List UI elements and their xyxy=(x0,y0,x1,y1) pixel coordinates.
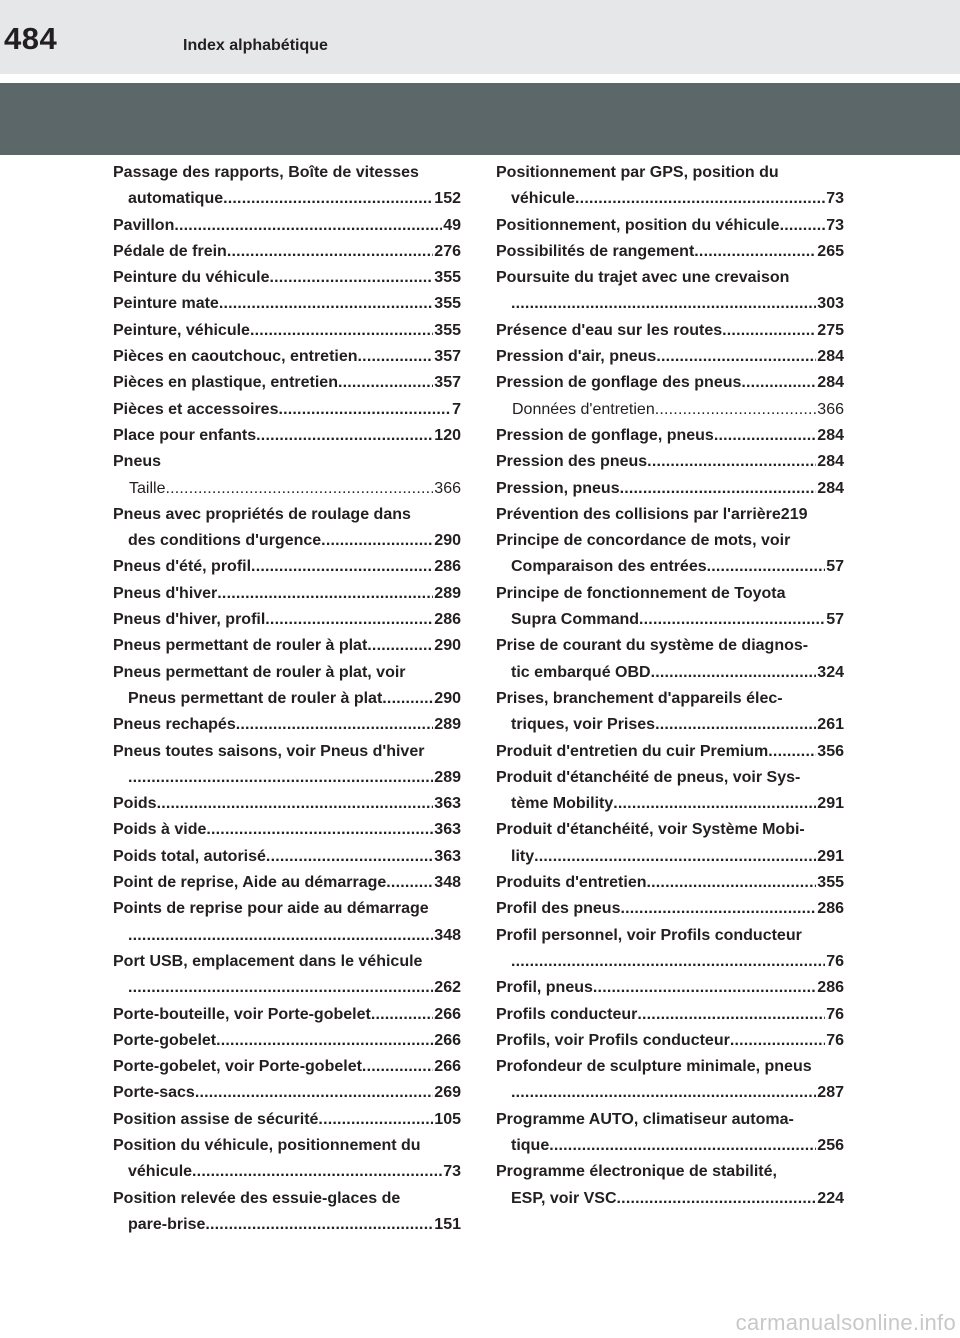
index-entry xyxy=(496,1054,844,1080)
page-reference: 73 xyxy=(826,216,844,234)
index-entry xyxy=(496,423,844,449)
index-entry xyxy=(496,765,844,791)
index-entry xyxy=(113,397,461,423)
page-reference: 366 xyxy=(817,400,844,418)
entry-text: Profondeur de sculpture minimale, pneus xyxy=(496,1058,812,1076)
index-entry xyxy=(496,739,844,765)
index-column-right xyxy=(496,160,844,1212)
index-entry xyxy=(496,528,844,554)
page-reference: 284 xyxy=(817,453,844,471)
page-reference: 291 xyxy=(817,847,844,865)
dot-leader xyxy=(362,1054,433,1080)
entry-text: Pneus avec propriétés de roulage dans xyxy=(113,505,411,523)
page-reference: 286 xyxy=(817,900,844,918)
dot-leader xyxy=(371,1002,433,1028)
dot-leader xyxy=(195,1080,433,1106)
page-reference: 262 xyxy=(434,979,461,997)
index-entry xyxy=(113,686,461,712)
dot-leader xyxy=(620,896,816,922)
entry-text: Produits d'entretien xyxy=(496,874,647,892)
dot-leader xyxy=(216,1028,433,1054)
entry-text: véhicule xyxy=(511,190,576,208)
dot-leader xyxy=(321,528,433,554)
page-reference: 287 xyxy=(817,1084,844,1102)
index-entry xyxy=(113,1159,461,1185)
index-entry xyxy=(113,712,461,738)
dot-leader xyxy=(575,186,825,212)
entry-text: Profil des pneus xyxy=(496,900,621,918)
entry-text: Prévention des collisions par l'arrière219 xyxy=(496,505,808,523)
index-entry xyxy=(113,239,461,265)
entry-text: Supra Command xyxy=(511,611,640,629)
index-entry xyxy=(496,923,844,949)
dot-leader xyxy=(651,660,817,686)
entry-text: Pneus d'hiver, profil xyxy=(113,611,266,629)
page-reference: 269 xyxy=(434,1084,461,1102)
entry-text: lity xyxy=(511,847,535,865)
index-entry xyxy=(496,581,844,607)
entry-text: ESP, voir VSC xyxy=(511,1189,617,1207)
entry-text: pare-brise xyxy=(128,1215,206,1233)
dot-leader xyxy=(707,554,826,580)
entry-text: Produit d'étanchéité, voir Système Mobi- xyxy=(496,821,805,839)
page-reference: 73 xyxy=(826,190,844,208)
dot-leader xyxy=(637,1002,825,1028)
index-entry xyxy=(113,844,461,870)
dot-leader xyxy=(741,370,816,396)
index-entry xyxy=(113,160,461,186)
entry-text: Pneus d'été, profil xyxy=(113,558,252,576)
index-entry xyxy=(496,633,844,659)
page-reference: 284 xyxy=(817,426,844,444)
index-entry xyxy=(496,1159,844,1185)
entry-text: Profils conducteur xyxy=(496,1005,638,1023)
page-reference: 256 xyxy=(817,1136,844,1154)
dot-leader xyxy=(620,476,817,502)
entry-text: Pièces en caoutchouc, entretien xyxy=(113,348,358,366)
dot-leader xyxy=(382,686,433,712)
index-column-left xyxy=(113,160,461,1238)
dot-leader xyxy=(694,239,816,265)
index-entry xyxy=(113,581,461,607)
dot-leader xyxy=(265,607,433,633)
dot-leader xyxy=(730,1028,825,1054)
index-entry xyxy=(496,1080,844,1106)
index-entry xyxy=(496,949,844,975)
entry-text: véhicule xyxy=(128,1163,193,1181)
page-reference: 266 xyxy=(434,1031,461,1049)
dot-leader xyxy=(128,923,433,949)
page-reference: 76 xyxy=(826,1005,844,1023)
dot-leader xyxy=(768,739,816,765)
dot-leader xyxy=(646,870,816,896)
page-header-bar xyxy=(0,0,960,74)
index-entry xyxy=(113,1212,461,1238)
dot-leader xyxy=(549,1133,816,1159)
entry-text: Poids à vide xyxy=(113,821,207,839)
page-reference: 276 xyxy=(434,242,461,260)
entry-text: Pneus permettant de rouler à plat xyxy=(128,689,383,707)
page-reference: 291 xyxy=(817,795,844,813)
index-entry xyxy=(113,1186,461,1212)
entry-text: Données d'entretien xyxy=(512,400,655,418)
dot-leader xyxy=(318,1107,433,1133)
entry-text: Pression, pneus xyxy=(496,479,620,497)
dot-leader xyxy=(647,449,816,475)
dot-leader xyxy=(269,265,433,291)
entry-text: tème Mobility xyxy=(511,795,614,813)
entry-text: Prise de courant du système de diagnos- xyxy=(496,637,809,655)
index-entry xyxy=(496,844,844,870)
entry-text: Position assise de sécurité xyxy=(113,1110,319,1128)
entry-text: Porte-gobelet, voir Porte-gobelet xyxy=(113,1058,362,1076)
entry-text: Programme AUTO, climatiseur automa- xyxy=(496,1110,794,1128)
page-reference: 355 xyxy=(434,269,461,287)
dot-leader xyxy=(219,291,433,317)
page-reference: 289 xyxy=(434,716,461,734)
entry-text: Place pour enfants xyxy=(113,426,257,444)
dot-leader xyxy=(613,791,816,817)
index-entry xyxy=(496,791,844,817)
entry-text: Position du véhicule, positionnement du xyxy=(113,1136,421,1154)
index-entry xyxy=(496,213,844,239)
page-reference: 76 xyxy=(826,1031,844,1049)
page-reference: 76 xyxy=(826,952,844,970)
page-reference: 348 xyxy=(434,926,461,944)
entry-text: Taille xyxy=(129,479,166,497)
entry-text: Positionnement, position du véhicule xyxy=(496,216,780,234)
index-entry xyxy=(496,265,844,291)
index-entry xyxy=(113,739,461,765)
dot-leader xyxy=(511,1080,816,1106)
index-entry xyxy=(496,476,844,502)
dot-leader xyxy=(534,844,816,870)
index-subentry xyxy=(113,476,461,502)
entry-text: Prises, branchement d'appareils élec- xyxy=(496,689,783,707)
index-entry xyxy=(496,449,844,475)
index-entry xyxy=(113,554,461,580)
entry-text: Peinture mate xyxy=(113,295,219,313)
page-number: 484 xyxy=(4,21,58,56)
dot-leader xyxy=(639,607,825,633)
dot-leader xyxy=(386,870,433,896)
page-reference: 324 xyxy=(817,663,844,681)
entry-text: des conditions d'urgence xyxy=(128,532,322,550)
entry-text: Passage des rapports, Boîte de vitesses xyxy=(113,164,419,181)
page-reference: 120 xyxy=(434,426,461,444)
dot-leader xyxy=(192,1159,442,1185)
index-entry xyxy=(113,291,461,317)
index-entry xyxy=(496,239,844,265)
entry-text: Poursuite du trajet avec une crevaison xyxy=(496,269,790,287)
index-entry xyxy=(113,344,461,370)
page-reference: 57 xyxy=(826,611,844,629)
index-entry xyxy=(113,817,461,843)
dot-leader xyxy=(511,949,825,975)
index-entry xyxy=(496,186,844,212)
dot-leader xyxy=(367,633,433,659)
page-reference: 284 xyxy=(817,348,844,366)
index-entry xyxy=(113,765,461,791)
entry-text: Point de reprise, Aide au démarrage xyxy=(113,874,387,892)
page-reference: 363 xyxy=(434,847,461,865)
index-entry xyxy=(113,423,461,449)
dot-leader xyxy=(236,712,434,738)
dot-leader xyxy=(174,213,442,239)
index-entry xyxy=(496,1133,844,1159)
page-reference: 356 xyxy=(817,742,844,760)
index-entry xyxy=(113,896,461,922)
index-entry xyxy=(113,949,461,975)
entry-text: Profil personnel, voir Profils conducteur xyxy=(496,926,802,944)
dot-leader xyxy=(266,844,433,870)
index-entry xyxy=(113,1028,461,1054)
page-reference: 7 xyxy=(452,400,461,418)
entry-text: Produit d'entretien du cuir Premium xyxy=(496,742,769,760)
index-entry xyxy=(113,370,461,396)
entry-text: Pression d'air, pneus xyxy=(496,348,657,366)
page-reference: 286 xyxy=(817,979,844,997)
page-reference: 284 xyxy=(817,374,844,392)
index-entry xyxy=(496,554,844,580)
page-reference: 290 xyxy=(434,637,461,655)
index-entry xyxy=(113,528,461,554)
index-entry xyxy=(496,1186,844,1212)
page-reference: 284 xyxy=(817,479,844,497)
index-entry xyxy=(113,1107,461,1133)
index-entry xyxy=(113,975,461,1001)
page-reference: 286 xyxy=(434,558,461,576)
index-entry xyxy=(113,607,461,633)
page-reference: 348 xyxy=(434,874,461,892)
dot-leader xyxy=(256,423,433,449)
index-entry xyxy=(113,660,461,686)
index-entry xyxy=(496,817,844,843)
page-reference: 290 xyxy=(434,532,461,550)
page-reference: 151 xyxy=(434,1215,461,1233)
dot-leader xyxy=(780,213,826,239)
dot-leader xyxy=(655,712,816,738)
entry-text: Présence d'eau sur les routes xyxy=(496,321,723,339)
page-reference: 73 xyxy=(443,1163,461,1181)
index-entry xyxy=(113,1054,461,1080)
dot-leader xyxy=(511,291,816,317)
index-entry xyxy=(113,923,461,949)
entry-text: Peinture, véhicule xyxy=(113,321,250,339)
dot-leader xyxy=(206,817,433,843)
page-reference: 265 xyxy=(817,242,844,260)
entry-text: Pression de gonflage des pneus xyxy=(496,374,742,392)
entry-text: Poids total, autorisé xyxy=(113,847,266,865)
entry-text: Programme électronique de stabilité, xyxy=(496,1163,777,1181)
entry-text: Profil, pneus xyxy=(496,979,593,997)
page-reference: 57 xyxy=(826,558,844,576)
index-entry xyxy=(496,896,844,922)
index-entry xyxy=(113,449,461,475)
page-title: Index alphabétique xyxy=(183,37,328,54)
page-reference: 363 xyxy=(434,821,461,839)
index-subentry xyxy=(496,397,844,423)
entry-text: Points de reprise pour aide au démarrage xyxy=(113,900,429,918)
page-reference: 289 xyxy=(434,584,461,602)
page-reference: 266 xyxy=(434,1005,461,1023)
index-entry xyxy=(496,344,844,370)
entry-text: tic embarqué OBD xyxy=(511,663,651,681)
entry-text: Profils, voir Profils conducteur xyxy=(496,1031,730,1049)
dot-leader xyxy=(251,554,433,580)
entry-text: Pression des pneus xyxy=(496,453,648,471)
dot-leader xyxy=(714,423,816,449)
dot-leader xyxy=(227,239,433,265)
index-entry xyxy=(496,1002,844,1028)
entry-text: Pression de gonflage, pneus xyxy=(496,426,714,444)
entry-text: Porte-gobelet xyxy=(113,1031,217,1049)
index-entry xyxy=(496,686,844,712)
page-reference: 275 xyxy=(817,321,844,339)
section-band xyxy=(0,83,960,155)
page-reference: 152 xyxy=(434,190,461,208)
dot-leader xyxy=(128,975,433,1001)
entry-text: Porte-sacs xyxy=(113,1084,195,1102)
page-reference: 355 xyxy=(434,321,461,339)
page-reference: 357 xyxy=(434,374,461,392)
entry-text: Pneus d'hiver xyxy=(113,584,218,602)
dot-leader xyxy=(278,397,451,423)
entry-text: Pneus xyxy=(113,453,162,471)
dot-leader xyxy=(157,791,434,817)
index-entry xyxy=(496,1028,844,1054)
index-entry xyxy=(113,318,461,344)
entry-text: Positionnement par GPS, position du xyxy=(496,164,779,181)
entry-text: Pavillon xyxy=(113,216,175,234)
dot-leader xyxy=(722,318,816,344)
dot-leader xyxy=(128,765,433,791)
page-reference: 366 xyxy=(434,479,461,497)
page-reference: 289 xyxy=(434,768,461,786)
entry-text: Possibilités de rangement xyxy=(496,242,695,260)
index-entry xyxy=(496,712,844,738)
page-reference: 355 xyxy=(817,874,844,892)
dot-leader xyxy=(593,975,816,1001)
dot-leader xyxy=(617,1186,817,1212)
entry-text: Port USB, emplacement dans le véhicule xyxy=(113,952,423,970)
entry-text: Principe de concordance de mots, voir xyxy=(496,532,791,550)
index-entry xyxy=(113,186,461,212)
entry-text: Pneus permettant de rouler à plat xyxy=(113,637,368,655)
entry-text: tique xyxy=(511,1136,550,1154)
dot-leader xyxy=(205,1212,433,1238)
entry-text: Pédale de frein xyxy=(113,242,227,260)
entry-text: Peinture du véhicule xyxy=(113,269,270,287)
entry-text: Principe de fonctionnement de Toyota xyxy=(496,584,786,602)
entry-text: Produit d'étanchéité de pneus, voir Sys- xyxy=(496,768,801,786)
page-reference: 224 xyxy=(817,1189,844,1207)
index-entry xyxy=(496,607,844,633)
index-entry xyxy=(113,265,461,291)
index-entry xyxy=(113,213,461,239)
index-entry xyxy=(113,502,461,528)
page-reference: 290 xyxy=(434,689,461,707)
dot-leader xyxy=(217,581,433,607)
entry-text: Pneus rechapés xyxy=(113,716,236,734)
index-entry xyxy=(496,870,844,896)
index-entry xyxy=(496,975,844,1001)
dot-leader xyxy=(338,370,433,396)
index-entry xyxy=(113,1002,461,1028)
page-reference: 363 xyxy=(434,795,461,813)
index-entry xyxy=(113,791,461,817)
index-entry xyxy=(496,160,844,186)
index-entry xyxy=(113,1133,461,1159)
index-entry xyxy=(496,318,844,344)
index-entry xyxy=(113,633,461,659)
entry-text: Position relevée des essuie-glaces de xyxy=(113,1189,401,1207)
dot-leader xyxy=(656,344,816,370)
dot-leader xyxy=(250,318,433,344)
entry-text: Pneus permettant de rouler à plat, voir xyxy=(113,663,406,681)
index-entry xyxy=(496,502,844,528)
dot-leader xyxy=(655,397,817,423)
page-reference: 355 xyxy=(434,295,461,313)
dot-leader xyxy=(358,344,434,370)
index-entry xyxy=(496,1107,844,1133)
index-entry xyxy=(496,291,844,317)
dot-leader xyxy=(165,476,433,502)
page-reference: 303 xyxy=(817,295,844,313)
entry-text: Pneus toutes saisons, voir Pneus d'hiver xyxy=(113,742,425,760)
page-reference: 286 xyxy=(434,611,461,629)
index-entry xyxy=(113,1080,461,1106)
entry-text: Poids xyxy=(113,795,157,813)
entry-text: Pièces en plastique, entretien xyxy=(113,374,338,392)
entry-text: automatique xyxy=(128,190,224,208)
page-reference: 261 xyxy=(817,716,844,734)
entry-text: Comparaison des entrées xyxy=(511,558,707,576)
index-entry xyxy=(113,870,461,896)
dot-leader xyxy=(223,186,433,212)
entry-text: Porte-bouteille, voir Porte-gobelet xyxy=(113,1005,371,1023)
page-reference: 357 xyxy=(434,348,461,366)
entry-text: Pièces et accessoires xyxy=(113,400,279,418)
page-reference: 49 xyxy=(443,216,461,234)
page-reference: 105 xyxy=(434,1110,461,1128)
index-entry xyxy=(496,660,844,686)
page-reference: 266 xyxy=(434,1058,461,1076)
index-entry xyxy=(496,370,844,396)
entry-text: triques, voir Prises xyxy=(511,716,656,734)
watermark: carmanualsonline.info xyxy=(735,1310,956,1335)
